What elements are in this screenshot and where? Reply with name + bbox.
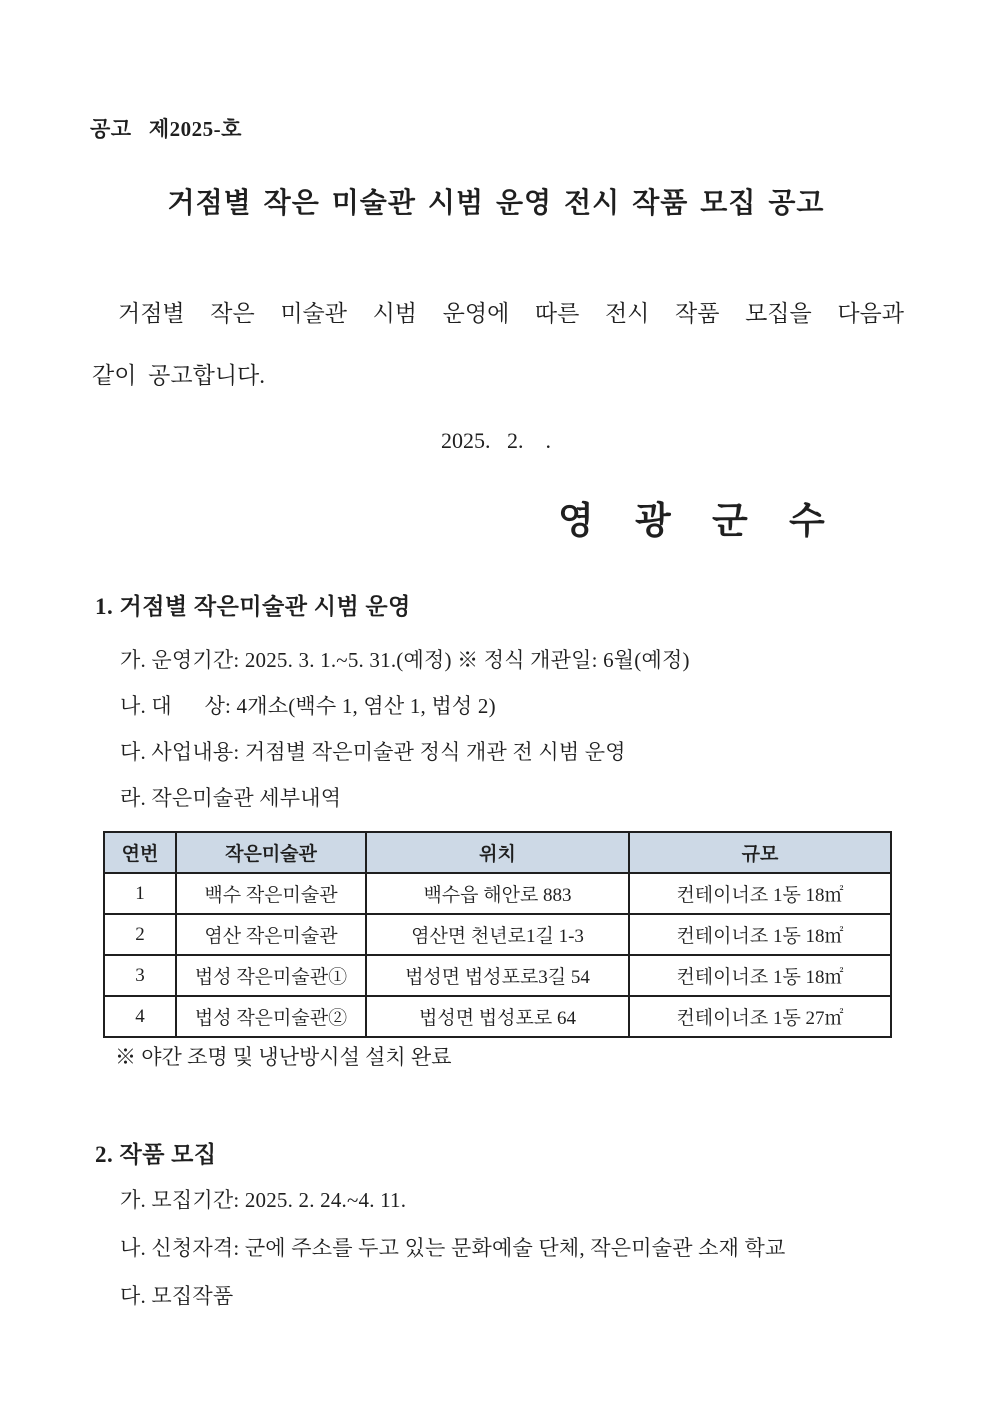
cell-no: 2 — [104, 914, 176, 955]
section-1-heading: 1. 거점별 작은미술관 시범 운영 — [95, 594, 411, 619]
cell-museum: 법성 작은미술관① — [176, 955, 366, 996]
table-row — [104, 955, 891, 996]
cell-size: 컨테이너조 1동 27㎡ — [629, 996, 891, 1037]
body-paragraph-line-2: 같이 공고합니다. — [92, 363, 266, 388]
section-1-item-operation-period: 가. 운영기간: 2025. 3. 1.~5. 31.(예정) ※ 정식 개관일: 6월(예정) — [120, 648, 690, 672]
table-header-museum: 작은미술관 — [176, 832, 366, 873]
cell-location: 법성면 법성포로 64 — [366, 996, 629, 1037]
cell-museum: 백수 작은미술관 — [176, 873, 366, 914]
cell-no: 1 — [104, 873, 176, 914]
cell-location: 법성면 법성포로3길 54 — [366, 955, 629, 996]
section-2-heading: 2. 작품 모집 — [95, 1142, 217, 1167]
museum-detail-table — [103, 831, 892, 1038]
table-row — [104, 996, 891, 1037]
section-1-item-project-content: 다. 사업내용: 거점별 작은미술관 정식 개관 전 시범 운영 — [120, 740, 626, 764]
cell-no: 4 — [104, 996, 176, 1037]
section-1-item-target: 나. 대 상: 4개소(백수 1, 염산 1, 법성 2) — [120, 694, 496, 718]
cell-size: 컨테이너조 1동 18㎡ — [629, 955, 891, 996]
cell-no: 3 — [104, 955, 176, 996]
cell-size: 컨테이너조 1동 18㎡ — [629, 914, 891, 955]
cell-museum: 법성 작은미술관② — [176, 996, 366, 1037]
doc-date: 2025. 2. . — [441, 428, 551, 453]
table-header-row — [104, 832, 891, 873]
table-header-location: 위치 — [366, 832, 629, 873]
cell-museum: 염산 작은미술관 — [176, 914, 366, 955]
section-1-item-detail-label: 라. 작은미술관 세부내역 — [120, 786, 342, 810]
cell-location: 백수읍 해안로 883 — [366, 873, 629, 914]
cell-size: 컨테이너조 1동 18㎡ — [629, 873, 891, 914]
section-2-item-recruit-period: 가. 모집기간: 2025. 2. 24.~4. 11. — [120, 1188, 407, 1212]
doc-number: 공고 제2025-호 — [90, 117, 242, 141]
table-row — [104, 873, 891, 914]
table-row — [104, 914, 891, 955]
section-2-item-recruit-works: 다. 모집작품 — [120, 1284, 234, 1308]
page-title: 거점별 작은 미술관 시범 운영 전시 작품 모집 공고 — [167, 188, 825, 219]
table-header-size: 규모 — [629, 832, 891, 873]
body-paragraph-line-1: 거점별 작은 미술관 시범 운영에 따른 전시 작품 모집을 다음과 — [118, 301, 904, 326]
section-2-item-eligibility: 나. 신청자격: 군에 주소를 두고 있는 문화예술 단체, 작은미술관 소재 학교 — [120, 1236, 786, 1260]
table-footnote: ※ 야간 조명 및 냉난방시설 설치 완료 — [115, 1045, 452, 1069]
table-header-no: 연번 — [104, 832, 176, 873]
issuer-signature: 영 광 군 수 — [558, 501, 827, 542]
cell-location: 염산면 천년로1길 1-3 — [366, 914, 629, 955]
